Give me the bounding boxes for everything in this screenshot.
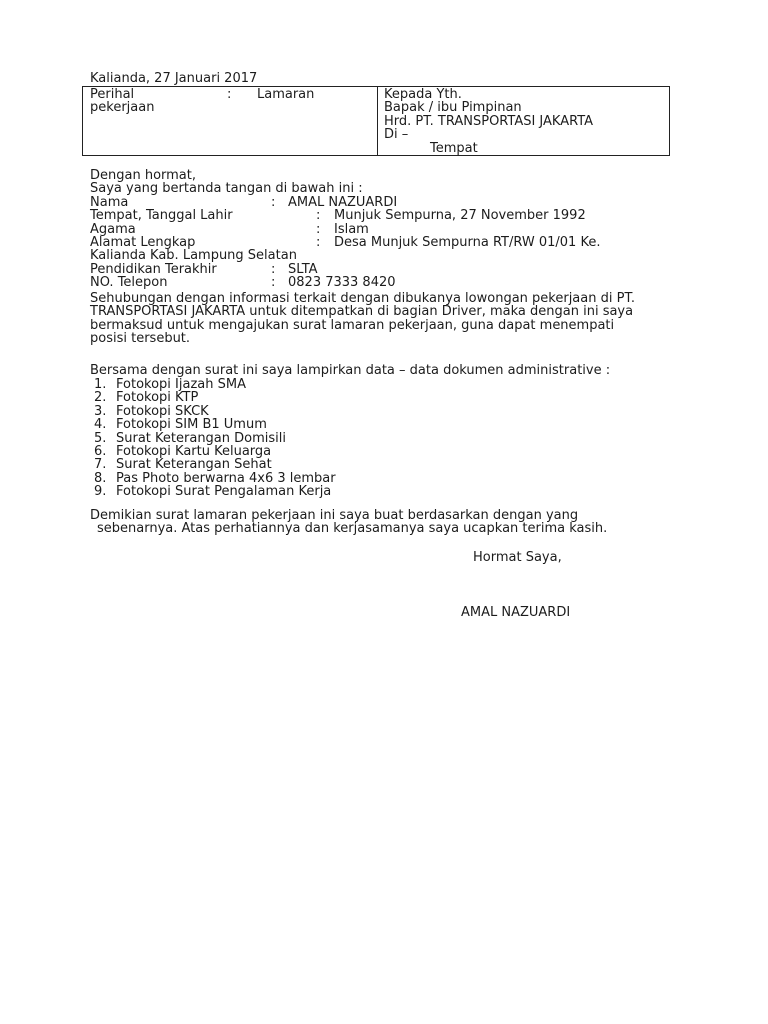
list-text: Pas Photo berwarna 4x6 3 lembar bbox=[116, 470, 336, 486]
list-number: 9. bbox=[94, 484, 107, 500]
education-colon: : bbox=[271, 261, 276, 277]
address-continuation: Kalianda Kab. Lampung Selatan bbox=[90, 248, 297, 264]
place-date: Kalianda, 27 Januari 2017 bbox=[90, 71, 258, 86]
list-text: Fotokopi Ijazah SMA bbox=[116, 377, 246, 392]
list-number: 2. bbox=[94, 390, 107, 406]
body-line: posisi tersebut. bbox=[90, 331, 191, 347]
list-item bbox=[90, 405, 336, 418]
religion-label: Agama bbox=[90, 221, 136, 237]
intro-line: Saya yang bertanda tangan di bawah ini : bbox=[90, 181, 363, 197]
recipient-line4: Di – bbox=[384, 127, 409, 143]
list-number: 1. bbox=[94, 377, 107, 392]
religion-value: Islam bbox=[334, 221, 369, 237]
list-text: Surat Keterangan Domisili bbox=[116, 430, 286, 446]
birth-colon: : bbox=[316, 208, 321, 224]
closing-line: Demikian surat lamaran pekerjaan ini saya buat berdasarkan dengan yang bbox=[90, 508, 579, 523]
perihal-colon: : bbox=[227, 87, 232, 102]
signatory-name: AMAL NAZUARDI bbox=[461, 605, 571, 620]
list-text: Fotokopi SIM B1 Umum bbox=[116, 417, 267, 433]
body-line: TRANSPORTASI JAKARTA untuk ditempatkan di bagian Driver, maka dengan ini saya bbox=[90, 304, 634, 320]
header-table bbox=[82, 86, 670, 156]
education-label: Pendidikan Terakhir bbox=[90, 261, 217, 277]
list-item bbox=[90, 472, 336, 485]
list-number: 5. bbox=[94, 430, 107, 446]
list-item bbox=[90, 445, 336, 458]
list-text: Fotokopi Surat Pengalaman Kerja bbox=[116, 484, 332, 500]
name-colon: : bbox=[271, 194, 276, 210]
recipient-line5: Tempat bbox=[430, 140, 478, 156]
attachments-list bbox=[90, 378, 336, 499]
list-item bbox=[90, 418, 336, 431]
religion-colon: : bbox=[316, 221, 321, 237]
education-value: SLTA bbox=[288, 261, 318, 277]
list-item bbox=[90, 391, 336, 404]
address-value: Desa Munjuk Sempurna RT/RW 01/01 Ke. bbox=[334, 235, 601, 250]
list-number: 7. bbox=[94, 457, 107, 473]
list-item bbox=[90, 378, 336, 391]
list-text: Fotokopi SKCK bbox=[116, 403, 209, 419]
list-number: 8. bbox=[94, 470, 107, 486]
list-number: 6. bbox=[94, 443, 107, 459]
body-line: bermaksud untuk mengajukan surat lamaran pekerjaan, guna dapat menempati bbox=[90, 317, 615, 333]
phone-colon: : bbox=[271, 275, 276, 291]
list-item bbox=[90, 458, 336, 471]
closing-paragraph bbox=[90, 509, 670, 536]
closing-line: sebenarnya. Atas perhatiannya dan kerjasamanya saya ucapkan terima kasih. bbox=[97, 521, 608, 537]
list-text: Fotokopi Kartu Keluarga bbox=[116, 443, 272, 459]
birth-value: Munjuk Sempurna, 27 November 1992 bbox=[334, 208, 586, 224]
body-paragraph bbox=[90, 292, 670, 346]
salutation: Dengan hormat, bbox=[90, 168, 197, 183]
recipient-line2: Bapak / ibu Pimpinan bbox=[384, 100, 522, 116]
sign-off: Hormat Saya, bbox=[473, 550, 562, 565]
perihal-value-line1: Lamaran bbox=[257, 87, 315, 102]
table-divider bbox=[377, 87, 378, 155]
list-item bbox=[90, 485, 336, 498]
perihal-label: Perihal bbox=[90, 87, 135, 102]
list-text: Fotokopi KTP bbox=[116, 390, 199, 406]
address-colon: : bbox=[316, 235, 321, 250]
list-number: 3. bbox=[94, 403, 107, 419]
name-value: AMAL NAZUARDI bbox=[288, 194, 398, 210]
list-item bbox=[90, 432, 336, 445]
birth-label: Tempat, Tanggal Lahir bbox=[90, 208, 233, 224]
recipient-line1: Kepada Yth. bbox=[384, 87, 462, 102]
attachments-intro: Bersama dengan surat ini saya lampirkan data – data dokumen administrative : bbox=[90, 363, 611, 378]
address-label: Alamat Lengkap bbox=[90, 235, 196, 250]
phone-value: 0823 7333 8420 bbox=[288, 275, 396, 291]
name-label: Nama bbox=[90, 194, 129, 210]
list-number: 4. bbox=[94, 417, 107, 433]
phone-label: NO. Telepon bbox=[90, 275, 168, 291]
body-line: Sehubungan dengan informasi terkait dengan dibukanya lowongan pekerjaan di PT. bbox=[90, 291, 635, 306]
list-text: Surat Keterangan Sehat bbox=[116, 457, 272, 473]
recipient-line3: Hrd. PT. TRANSPORTASI JAKARTA bbox=[384, 113, 594, 129]
perihal-value-line2: pekerjaan bbox=[90, 100, 155, 116]
